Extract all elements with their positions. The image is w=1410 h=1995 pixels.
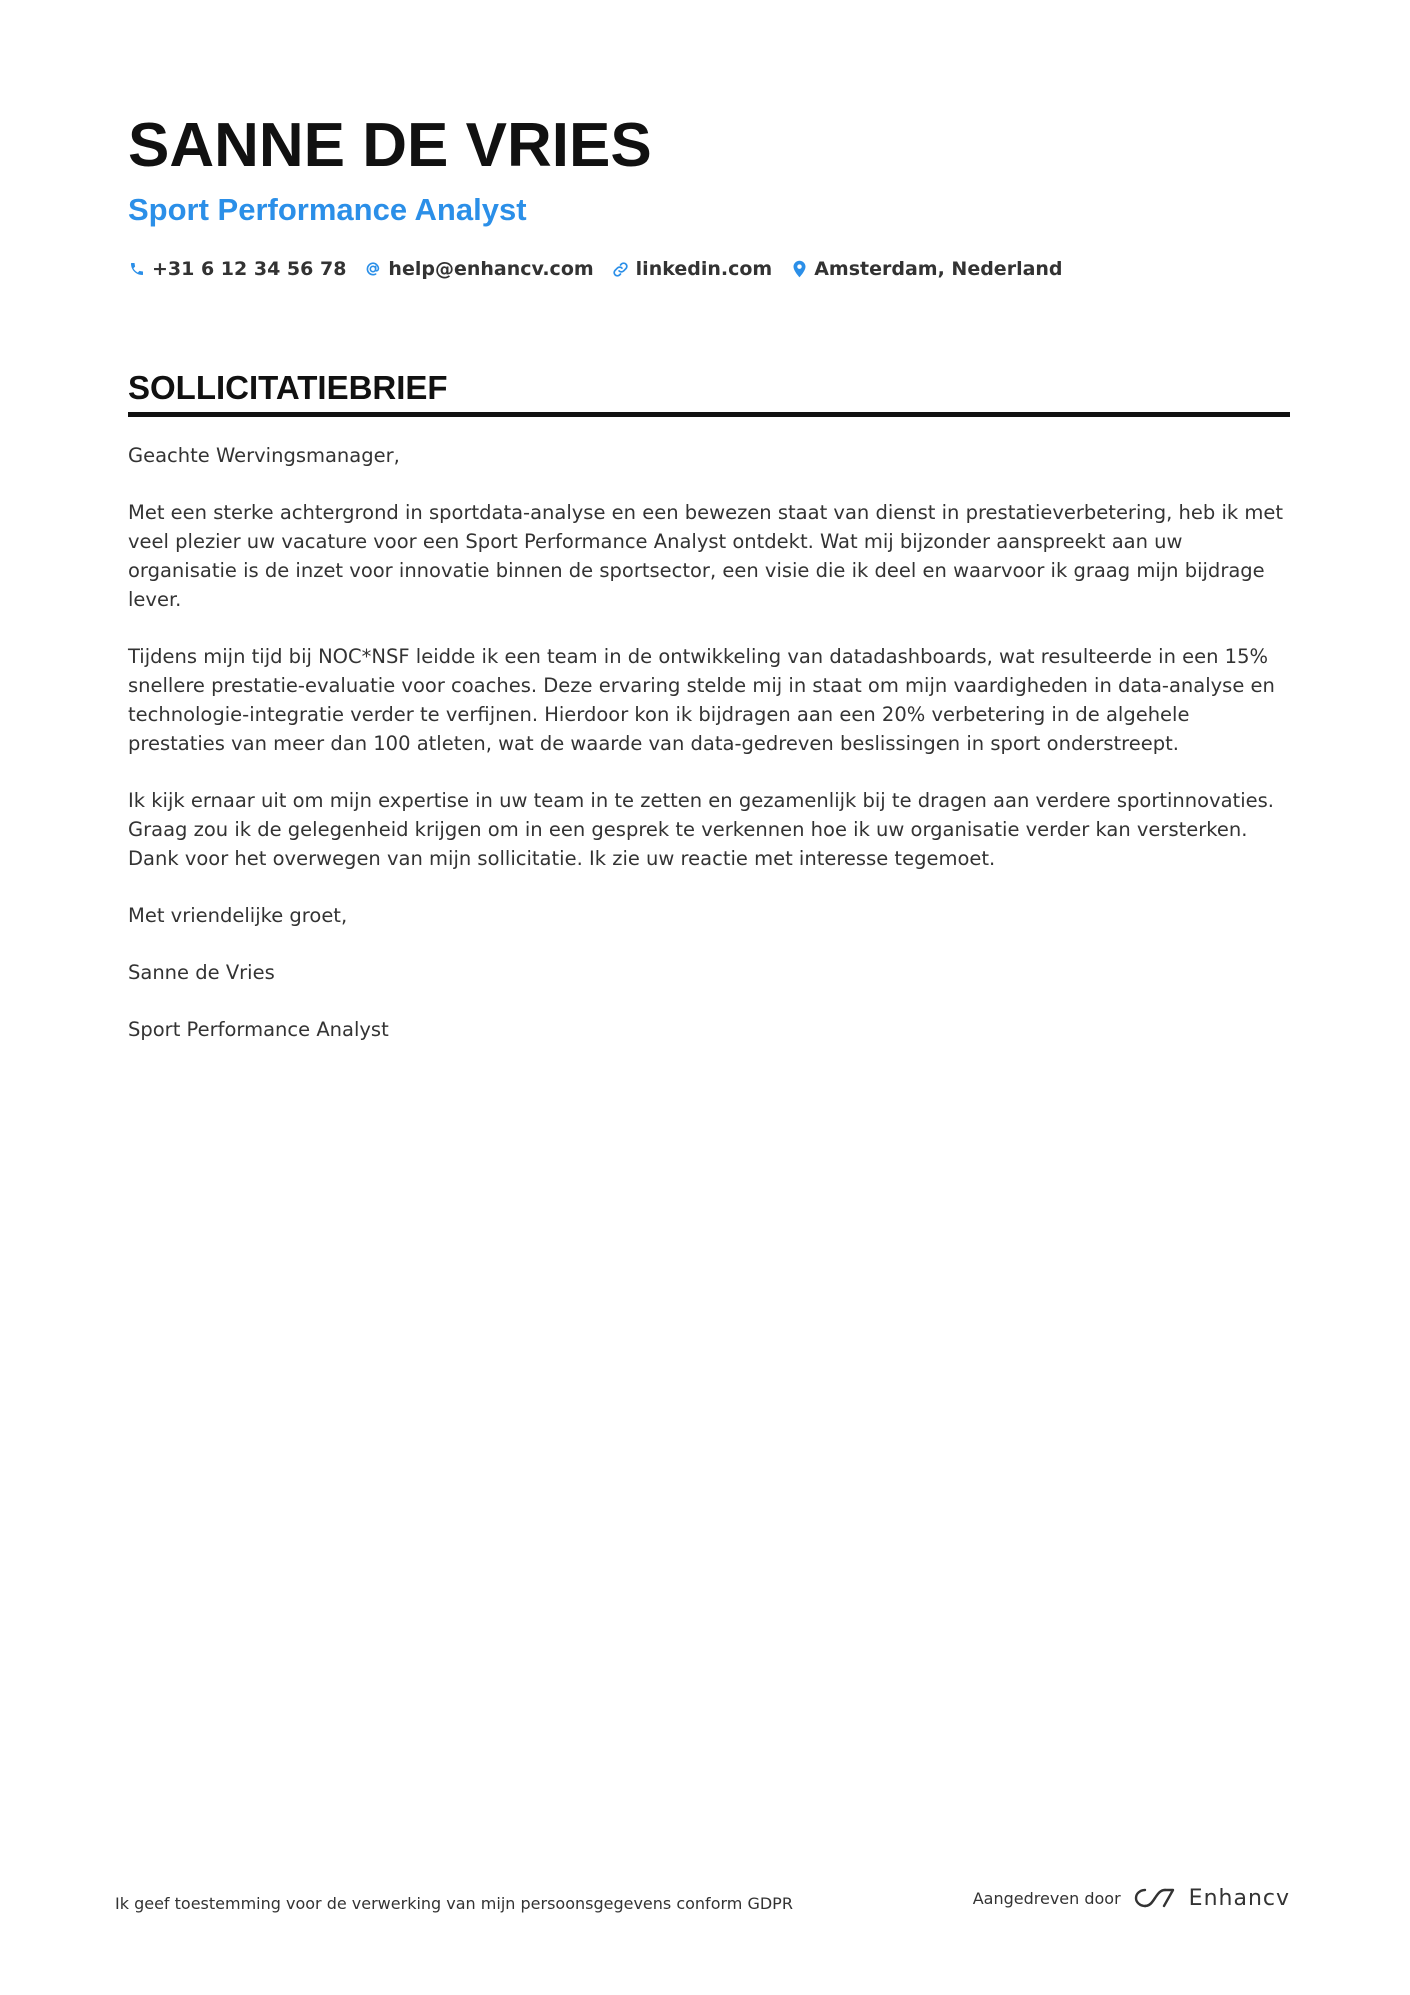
contact-location bbox=[790, 258, 1062, 280]
contact-email-text[interactable]: help@enhancv.com bbox=[388, 258, 594, 280]
contact-email[interactable] bbox=[364, 258, 593, 280]
candidate-name: SANNE DE VRIES bbox=[128, 111, 652, 180]
signature-name: Sanne de Vries bbox=[128, 961, 275, 984]
resume-header bbox=[128, 108, 1288, 284]
powered-by[interactable] bbox=[973, 1884, 1290, 1912]
letter-closing: Met vriendelijke groet, bbox=[128, 904, 348, 927]
at-icon bbox=[364, 260, 382, 278]
contact-linkedin[interactable] bbox=[612, 258, 773, 280]
contact-phone-text: +31 6 12 34 56 78 bbox=[152, 258, 347, 280]
gdpr-consent: Ik geef toestemming voor de verwerking van mijn persoonsgegevens conform GDPR bbox=[115, 1894, 793, 1913]
section-title: SOLLICITATIEBRIEF bbox=[128, 366, 1290, 417]
letter-paragraph: Met een sterke achtergrond in sportdata-analyse en een bewezen staat van dienst in prestatieverbetering, heb ik met veel plezier uw vacature voor een Sport Performance Analyst ontdekt. Wat mij bijzonder aanspreekt aan uw organisatie is de inzet voor innovatie binnen de sportsector, een visie die ik deel en waarvoor ik graag mijn bijdrage lever. bbox=[128, 501, 1283, 611]
letter-paragraph: Ik kijk ernaar uit om mijn expertise in uw team in te zetten en gezamenlijk bij te dragen aan verdere sportinnovaties. Graag zou ik de gelegenheid krijgen om in een gesprek te verkennen hoe ik uw organisatie verder kan versterken. Dank voor het overwegen van mijn sollicitatie. Ik zie uw reactie met interesse tegemoet. bbox=[128, 789, 1274, 870]
contact-location-text: Amsterdam, Nederland bbox=[814, 258, 1063, 280]
contact-linkedin-text[interactable]: linkedin.com bbox=[635, 258, 773, 280]
candidate-job-title: Sport Performance Analyst bbox=[128, 192, 527, 227]
letter-salutation: Geachte Wervingsmanager, bbox=[128, 444, 400, 467]
contact-bar bbox=[128, 254, 1288, 284]
contact-phone bbox=[128, 258, 346, 280]
powered-by-label: Aangedreven door bbox=[972, 1888, 1121, 1908]
phone-icon bbox=[128, 260, 146, 278]
letter-paragraph: Tijdens mijn tijd bij NOC*NSF leidde ik een team in de ontwikkeling van datadashboards, wat resulteerde in een 15% snellere prestatie-evaluatie voor coaches. Deze ervaring stelde mij in staat om mijn vaardigheden in data-analyse en technologie-integratie verder te verfijnen. Hierdoor kon ik bijdragen aan een 20% verbetering in de algehele prestaties van meer dan 100 atleten, wat de waarde van data-gedreven beslissingen in sport onderstreept. bbox=[128, 645, 1275, 755]
link-icon bbox=[612, 260, 630, 278]
letter-body bbox=[128, 441, 1290, 1044]
enhancv-brand-name[interactable]: Enhancv bbox=[1188, 1885, 1290, 1911]
enhancv-logo-icon bbox=[1131, 1884, 1179, 1912]
cover-letter-section bbox=[128, 366, 1290, 1072]
signature-title: Sport Performance Analyst bbox=[128, 1018, 389, 1041]
location-pin-icon bbox=[790, 260, 808, 278]
